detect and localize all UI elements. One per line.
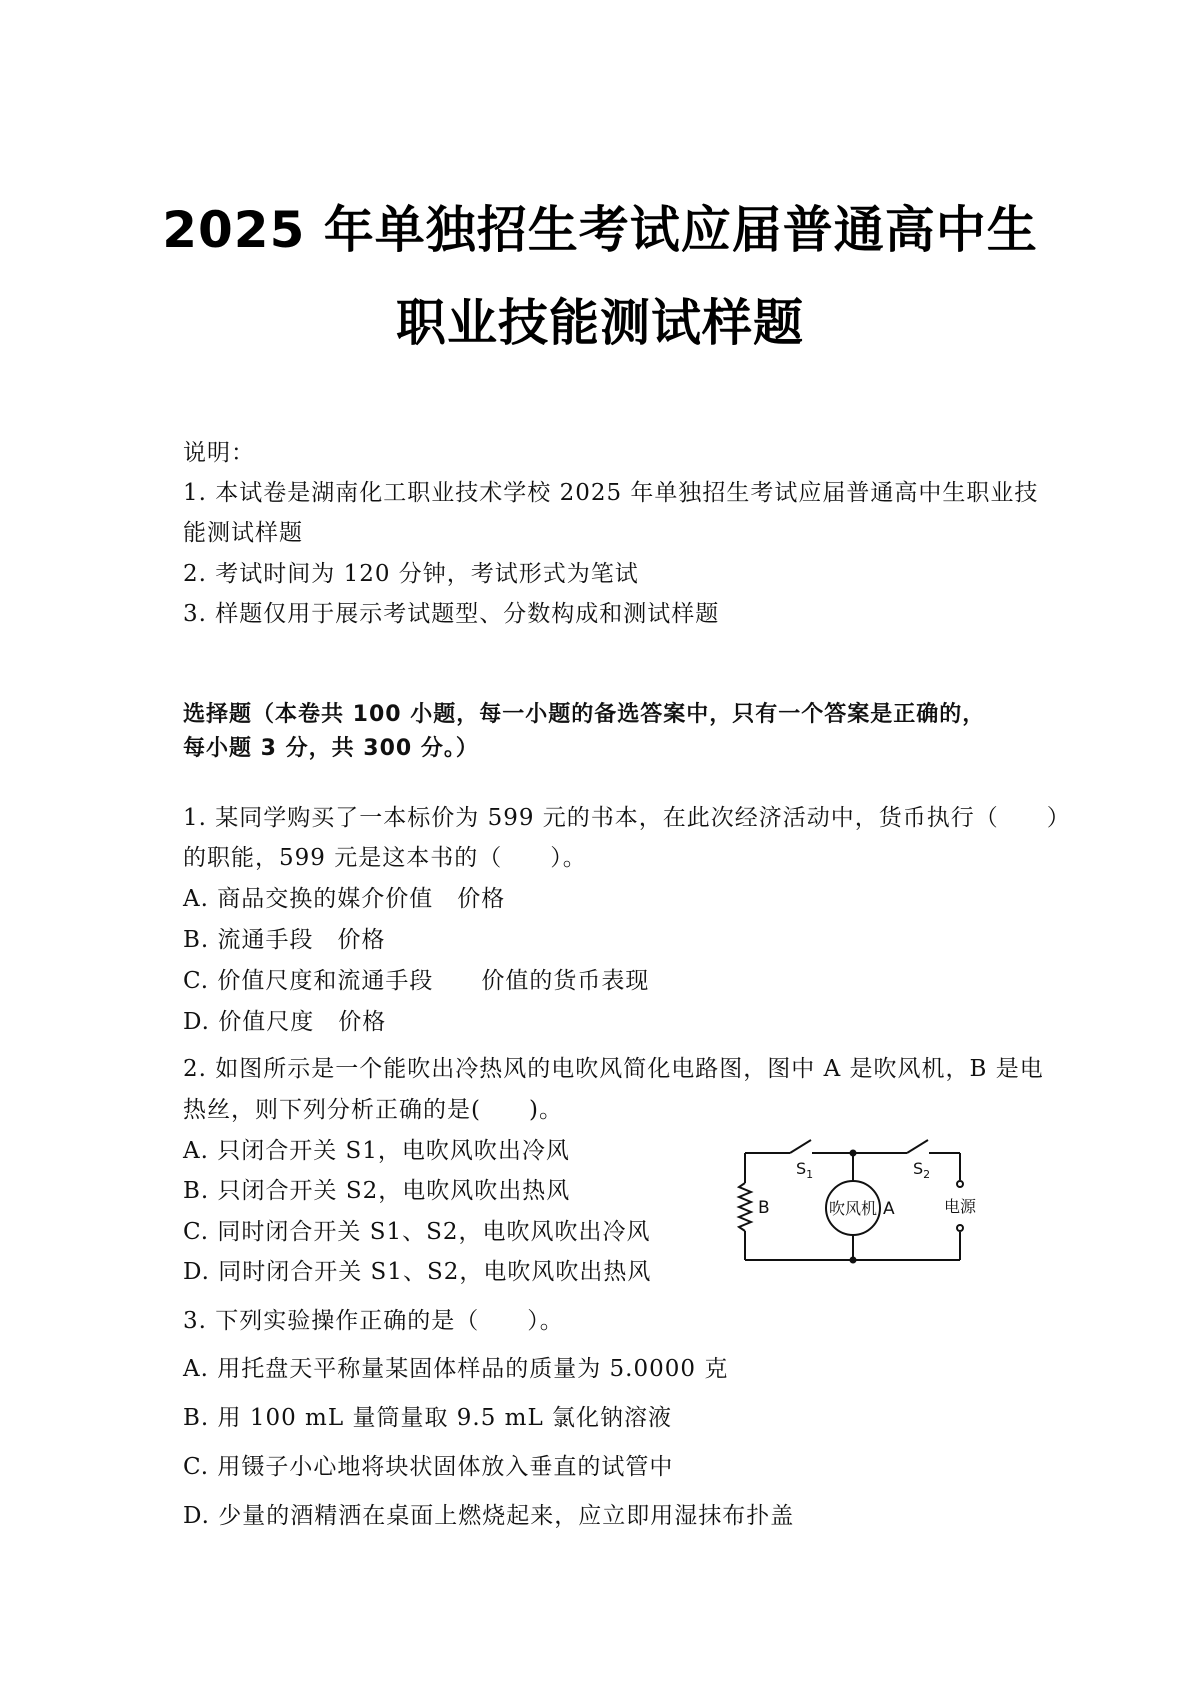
instruction-item-3: 3. 样题仅用于展示考试题型、分数构成和测试样题 <box>183 601 720 627</box>
switch-s2 <box>907 1140 928 1153</box>
label-s1: $S_1$ <box>796 1159 814 1181</box>
question-2-option-d: D. 同时闭合开关 S1、S2，电吹风吹出热风 <box>183 1259 652 1285</box>
question-3-option-a: A. 用托盘天平称量某固体样品的质量为 5.0000 克 <box>183 1356 729 1382</box>
label-s2: $S_2$ <box>913 1159 931 1181</box>
question-3-option-c: C. 用镊子小心地将块状固体放入垂直的试管中 <box>183 1454 674 1480</box>
label-a: A <box>883 1199 895 1219</box>
exam-title-line2: 职业技能测试样题 <box>396 294 804 352</box>
power-terminal-top <box>957 1181 963 1187</box>
question-2-stem: 2. 如图所示是一个能吹出冷热风的电吹风简化电路图，图中 A 是吹风机，B 是电 <box>183 1056 1044 1082</box>
heater-resistor-b <box>739 1183 751 1231</box>
label-motor: 吹风机 <box>828 1199 878 1218</box>
question-1-option-a: A. 商品交换的媒介价值 价格 <box>183 886 506 912</box>
question-2-option-a: A. 只闭合开关 S1，电吹风吹出冷风 <box>183 1138 570 1164</box>
question-1-option-c: C. 价值尺度和流通手段 价值的货币表现 <box>183 968 650 994</box>
instruction-item-2: 2. 考试时间为 120 分钟，考试形式为笔试 <box>183 561 639 587</box>
exam-title-line1: 2025 年单独招生考试应届普通高中生 <box>162 201 1038 259</box>
question-1-stem-cont: 的职能，599 元是这本书的（ ）。 <box>183 845 587 871</box>
question-2-option-c: C. 同时闭合开关 S1、S2，电吹风吹出冷风 <box>183 1219 651 1245</box>
instructions-heading: 说明： <box>183 440 255 466</box>
circuit-diagram <box>730 1128 990 1278</box>
instruction-item-1-cont: 能测试样题 <box>183 520 303 546</box>
question-2-option-b: B. 只闭合开关 S2，电吹风吹出热风 <box>183 1178 571 1204</box>
question-3-stem: 3. 下列实验操作正确的是（ ）。 <box>183 1308 564 1334</box>
question-3-option-d: D. 少量的酒精洒在桌面上燃烧起来，应立即用湿抹布扑盖 <box>183 1503 795 1529</box>
question-3-option-b: B. 用 100 mL 量筒量取 9.5 mL 氯化钠溶液 <box>183 1405 673 1431</box>
question-1-option-d: D. 价值尺度 价格 <box>183 1009 387 1035</box>
section-heading: 选择题（本卷共 100 小题，每一小题的备选答案中，只有一个答案是正确的， <box>183 702 986 727</box>
junction-bottom <box>850 1257 857 1264</box>
question-1-option-b: B. 流通手段 价格 <box>183 927 386 953</box>
instruction-item-1: 1. 本试卷是湖南化工职业技术学校 2025 年单独招生考试应届普通高中生职业技 <box>183 480 1039 506</box>
junction-top <box>850 1150 857 1157</box>
label-b: B <box>758 1198 770 1218</box>
label-power: 电源 <box>943 1197 977 1216</box>
question-1-stem: 1. 某同学购买了一本标价为 599 元的书本，在此次经济活动中，货币执行（ ） <box>183 805 1071 831</box>
section-heading-cont: 每小题 3 分，共 300 分。） <box>183 736 479 761</box>
switch-s1 <box>790 1140 811 1153</box>
question-2-stem-cont: 热丝，则下列分析正确的是( )。 <box>183 1097 563 1123</box>
power-terminal-bottom <box>957 1225 963 1231</box>
